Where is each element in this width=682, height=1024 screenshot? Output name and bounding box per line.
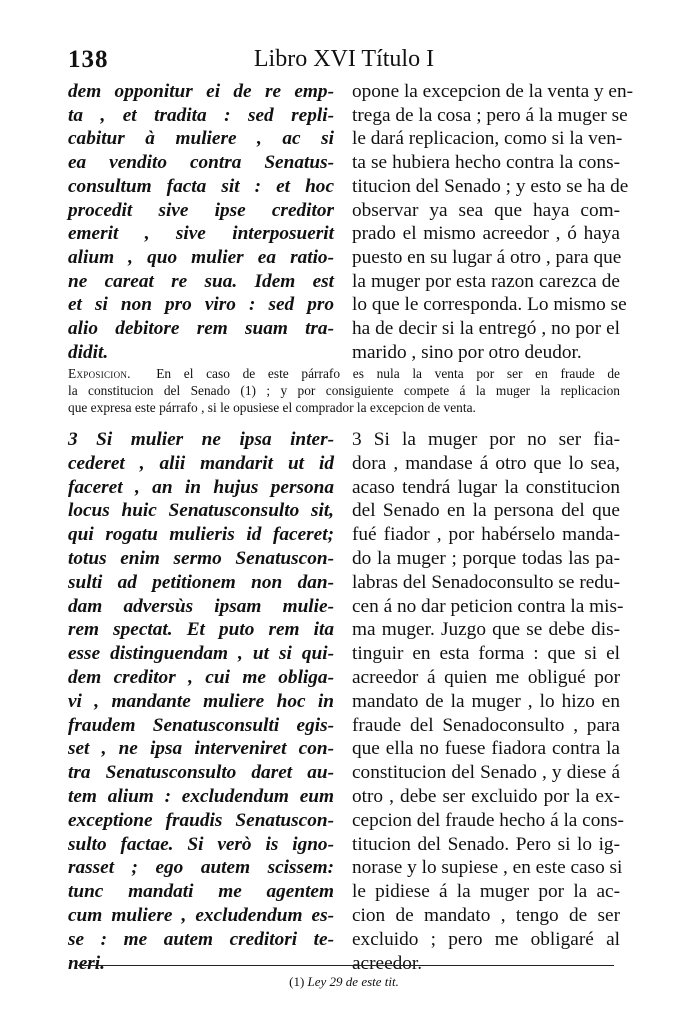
text-line: le dará replicacion, como si la ven-	[352, 128, 623, 150]
text-line: tem alium : excludendum eum	[68, 785, 334, 807]
text-line: puesto en su lugar á otro , para que	[352, 246, 622, 268]
text-line: locus huic Senatusconsulto sit,	[68, 500, 334, 522]
exposition-line: la constitucion del Senado (1) ; y por consiguiente compete á la muger la replicacion	[68, 383, 620, 398]
exposition-label: Exposicion.	[68, 366, 131, 381]
text-line: qui rogatu mulieris id faceret;	[68, 524, 334, 546]
text-line: fraude del Senadoconsulto , para	[352, 714, 620, 736]
text-line: titucion del Senado ; y esto se ha de	[352, 175, 629, 197]
text-line: titucion del Senado. Pero si lo ig-	[352, 833, 620, 855]
text-line: que ella no fuese fiadora contra la	[352, 738, 620, 760]
footnote-text: Ley 29 de este tit.	[307, 974, 399, 989]
text-line: dora , mandase á otro que lo sea,	[352, 452, 620, 474]
text-line: constitucion del Senado , y diese á	[352, 762, 620, 784]
text-line: acaso tendrá lugar la constitucion	[352, 476, 620, 498]
text-line: marido , sino por otro deudor.	[352, 341, 582, 363]
text-line: acreedor.	[352, 952, 423, 974]
text-line: ta se hubiera hecho contra la cons-	[352, 152, 620, 174]
text-line: alium , quo mulier ea ratio-	[68, 246, 334, 268]
text-line: esse distinguendam , ut si qui-	[68, 643, 334, 665]
footnote-marker: (1)	[289, 974, 305, 989]
text-line: la muger por esta razon carezca de	[352, 270, 620, 292]
text-line: consultum facta sit : et hoc	[68, 175, 334, 197]
text-line: procedit sive ipse creditor	[68, 199, 334, 221]
text-line: emerit , sive interposuerit	[68, 223, 334, 245]
text-line: exceptione fraudis Senatuscon-	[68, 809, 334, 831]
text-line: vi , mandante muliere hoc in	[68, 690, 334, 712]
text-line: sulti ad petitionem non dan-	[68, 571, 334, 593]
text-line: observar ya sea que haya com-	[352, 199, 620, 221]
latin-text-top	[68, 80, 334, 364]
text-line: alio debitore rem suam tra-	[68, 318, 334, 340]
text-line: neri.	[68, 952, 105, 974]
text-line: ne careat re sua. Idem est	[68, 270, 334, 292]
text-line: et si non pro viro : sed pro	[68, 294, 334, 316]
text-line: cion de mandato , tengo de ser	[352, 904, 620, 926]
page-header	[68, 44, 620, 78]
exposition-line: que expresa este párrafo , si le opusiese el comprador la excepcion de venta.	[68, 400, 476, 415]
page-number: 138	[68, 46, 109, 73]
text-line: ma muger. Juzgo que se debe dis-	[352, 619, 620, 641]
text-line: tra Senatusconsulto daret au-	[68, 762, 334, 784]
text-line: set , ne ipsa interveniret con-	[68, 738, 334, 760]
latin-text-paragraph-3	[68, 428, 334, 975]
text-line: sulto factae. Si verò is igno-	[68, 833, 334, 855]
text-line: tunc mandati me agentem	[68, 881, 334, 903]
text-line: do la muger ; porque todas las pa-	[352, 547, 620, 569]
footnote	[68, 974, 620, 990]
text-line: ta , et tradita : sed repli-	[68, 104, 334, 126]
text-line: rasset ; ego autem scissem:	[68, 857, 334, 879]
text-line: norase y lo supiese , en este caso si	[352, 857, 623, 879]
text-line: excluido ; pero me obligaré al	[352, 928, 620, 950]
text-line: cepcion del fraude hecho á la cons-	[352, 809, 624, 831]
text-line: fué fiador , por habérselo manda-	[352, 524, 620, 546]
text-line: ha de decir si la entregó , no por el	[352, 318, 620, 340]
text-line: cabitur à muliere , ac si	[68, 128, 334, 150]
text-line: 3 Si mulier ne ipsa inter-	[68, 429, 334, 450]
text-line: trega de la cosa ; pero á la muger se	[352, 104, 628, 126]
text-line: cum muliere , excludendum es-	[68, 904, 334, 926]
running-head: Libro XVI Título I	[253, 46, 435, 72]
text-line: acreedor á quien me obligué por	[352, 666, 620, 688]
text-line: 3 Si la muger por no ser fia-	[352, 429, 620, 450]
text-line: cederet , alii mandarit ut id	[68, 452, 334, 474]
text-line: cen á no dar peticion contra la mis-	[352, 595, 624, 617]
text-line: dam adversùs ipsam mulie-	[68, 595, 334, 617]
text-line: se : me autem creditori te-	[68, 928, 334, 950]
spanish-text-top	[352, 80, 634, 364]
text-line: labras del Senadoconsulto se redu-	[352, 571, 620, 593]
footnote-separator	[78, 965, 614, 966]
text-line: dem opponitur ei de re emp-	[68, 81, 334, 102]
text-line: faceret , an in hujus persona	[68, 476, 334, 498]
exposition-line: Exposicion. En el caso de este párrafo es nula la venta por ser en fraude de	[68, 366, 620, 381]
text-line: fraudem Senatusconsulti egis-	[68, 714, 334, 736]
text-line: lo que le corresponda. Lo mismo se	[352, 294, 627, 316]
text-line: prado el mismo acreedor , ó haya	[352, 223, 620, 245]
text-line: mandato de la muger , lo hizo en	[352, 690, 620, 712]
text-line: ea vendito contra Senatus-	[68, 152, 334, 174]
exposition-note	[68, 365, 620, 416]
text-line: opone la excepcion de la venta y en-	[352, 81, 634, 102]
text-line: le pidiese á la muger por la ac-	[352, 881, 620, 903]
text-line: rem spectat. Et puto rem ita	[68, 619, 334, 641]
spanish-text-paragraph-3	[352, 428, 624, 975]
text-line: didit.	[68, 341, 109, 363]
text-line: tinguir en esta forma : que si el	[352, 643, 620, 665]
text-line: totus enim sermo Senatuscon-	[68, 547, 334, 569]
text-line: otro , debe ser excluido por la ex-	[352, 785, 620, 807]
text-line: dem creditor , cui me obliga-	[68, 666, 334, 688]
text-line: del Senado en la persona del que	[352, 500, 620, 522]
